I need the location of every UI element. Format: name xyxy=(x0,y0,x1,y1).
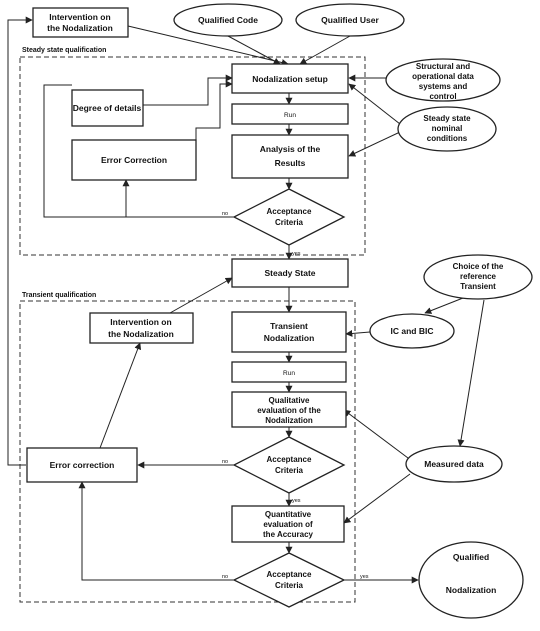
qualified-nodalization-label: Qualified Nodalization xyxy=(445,552,497,595)
degree-details-label: Degree of details xyxy=(72,103,142,113)
acceptance-criteria-1-diamond xyxy=(234,189,344,245)
acceptance-1-label: Acceptance Criteria xyxy=(266,207,312,227)
edge-degree-to-setup xyxy=(143,78,232,105)
edge-label-no-1: no xyxy=(222,211,229,217)
steady-nominal-label: Steady state nominal conditions xyxy=(423,114,471,143)
transient-nodalization-box xyxy=(232,312,346,352)
choice-reference-label: Choice of the reference Transient xyxy=(452,262,504,291)
acceptance-criteria-3-diamond xyxy=(234,553,344,607)
transient-group-label: Transient qualification xyxy=(22,292,97,299)
acceptance-3-label: Acceptance Criteria xyxy=(266,570,312,590)
edge-code-to-setup xyxy=(228,36,280,64)
acceptance-criteria-2-diamond xyxy=(234,437,344,493)
intervention-mid-label: Intervention on the Nodalization xyxy=(108,317,174,339)
edge-user-to-setup xyxy=(300,36,350,64)
edge-measured-to-qualitative xyxy=(344,410,408,458)
transient-nodalization-label: Transient Nodalization xyxy=(263,321,315,343)
edge-icbic-to-transient xyxy=(346,332,370,334)
run-2-label: Run xyxy=(283,370,295,377)
edge-label-no-3: no xyxy=(222,574,229,580)
nodalization-setup-label: Nodalization setup xyxy=(252,74,328,84)
error-correction-1-label: Error Correction xyxy=(100,155,168,165)
edge-choice-to-icbic xyxy=(425,298,463,313)
analysis-results-box xyxy=(232,135,348,178)
structural-data-label: Structural and operational data systems and control xyxy=(412,62,474,101)
qualitative-eval-label: Qualitative evaluation of the Nodalization xyxy=(257,396,321,425)
edge-label-yes-1: yes xyxy=(292,251,301,257)
edge-label-yes-3: yes xyxy=(360,574,369,580)
edge-label-yes-2: yes xyxy=(292,498,301,504)
edge-label-no-2: no xyxy=(222,459,229,465)
edge-error1-to-setup xyxy=(196,84,232,140)
ic-bic-label: IC and BIC xyxy=(390,326,434,336)
analysis-results-label: Analysis of the Results xyxy=(259,144,321,168)
error-correction-2-label: Error correction xyxy=(49,460,115,470)
edge-intervention-mid-to-steady xyxy=(170,278,232,313)
qualified-user-label: Qualified User xyxy=(321,15,379,25)
measured-data-label: Measured data xyxy=(424,459,484,469)
steady-state-group-label: Steady state qualification xyxy=(22,47,107,54)
edge-accept3-no xyxy=(82,482,234,580)
qualified-code-label: Qualified Code xyxy=(198,15,258,25)
quantitative-eval-label: Quantitative evaluation of the Accuracy xyxy=(263,510,313,539)
intervention-top-label: Intervention on the Nodalization xyxy=(47,12,113,33)
edge-measured-to-quantitative xyxy=(344,474,410,523)
edge-error2-to-intervention-mid xyxy=(100,343,140,448)
steady-state-label: Steady State xyxy=(264,268,316,278)
edge-choice-to-measured xyxy=(460,300,484,446)
edge-nominal-to-analysis xyxy=(349,132,400,156)
acceptance-2-label: Acceptance Criteria xyxy=(266,455,312,475)
run-1-label: Run xyxy=(284,112,296,119)
